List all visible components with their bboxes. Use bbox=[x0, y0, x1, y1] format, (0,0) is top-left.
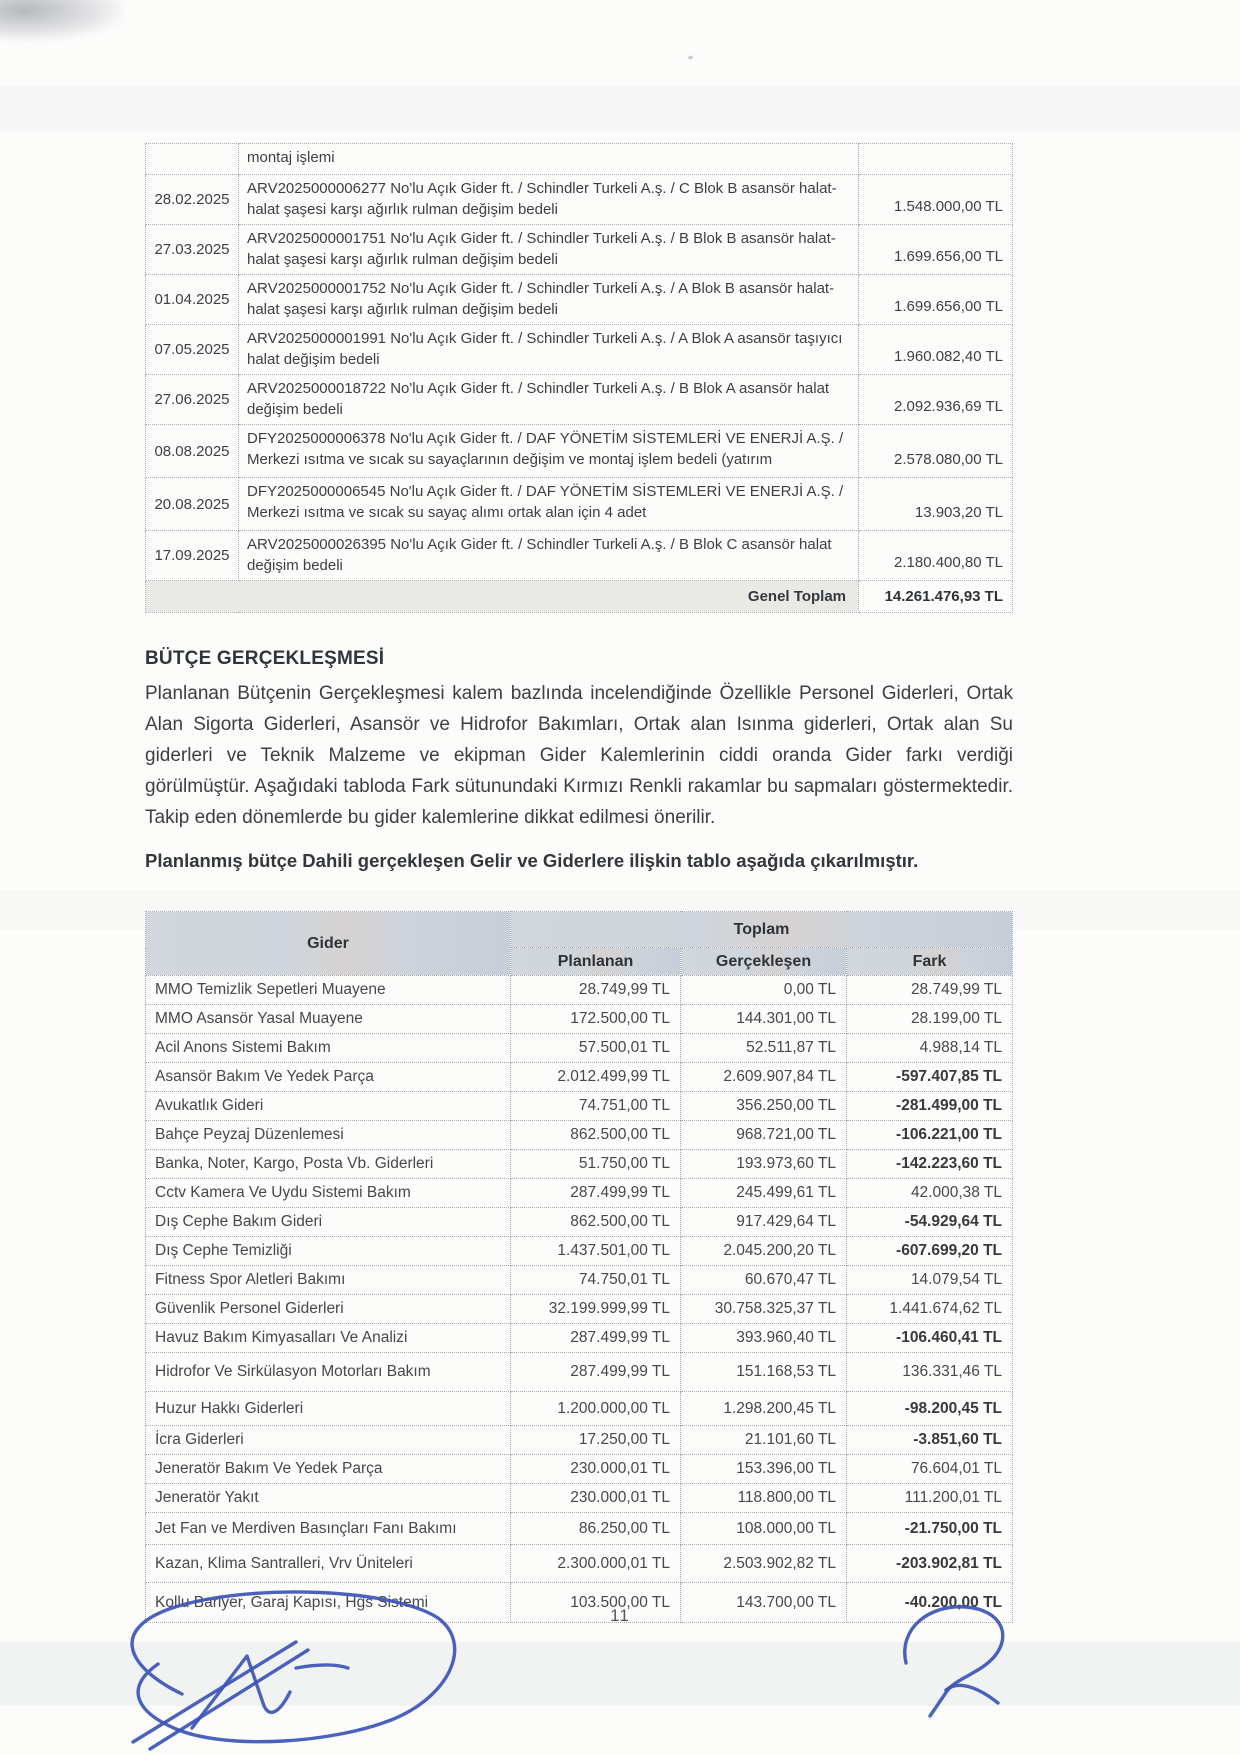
planlanan-cell: 287.499,99 TL bbox=[511, 1179, 681, 1208]
fark-cell: 136.331,46 TL bbox=[847, 1353, 1013, 1392]
planlanan-cell: 862.500,00 TL bbox=[511, 1208, 681, 1237]
gider-name-cell: Huzur Hakkı Giderleri bbox=[146, 1392, 511, 1426]
gerceklesen-cell: 118.800,00 TL bbox=[681, 1484, 847, 1513]
fark-cell: 28.749,99 TL bbox=[847, 976, 1013, 1005]
header-fark: Fark bbox=[847, 948, 1013, 976]
gerceklesen-cell: 393.960,40 TL bbox=[681, 1324, 847, 1353]
date-cell: 08.08.2025 bbox=[146, 425, 239, 478]
gerceklesen-cell: 245.499,61 TL bbox=[681, 1179, 847, 1208]
date-cell: 27.06.2025 bbox=[146, 375, 239, 425]
gider-name-cell: Kollu Bariyer, Garaj Kapısı, Hgs Sistemi bbox=[146, 1583, 511, 1623]
total-amount: 14.261.476,93 TL bbox=[859, 581, 1013, 613]
gider-name-cell: Güvenlik Personel Giderleri bbox=[146, 1295, 511, 1324]
fark-cell: 28.199,00 TL bbox=[847, 1005, 1013, 1034]
amount-cell: 1.699.656,00 TL bbox=[859, 275, 1013, 325]
description-cell: ARV2025000001991 No'lu Açık Gider ft. / Schindler Turkeli A.ş. / A Blok A asansör taşıyıcı halat değişim bedeli bbox=[239, 325, 859, 375]
planlanan-cell: 57.500,01 TL bbox=[511, 1034, 681, 1063]
planlanan-cell: 1.437.501,00 TL bbox=[511, 1237, 681, 1266]
amount-cell: 2.578.080,00 TL bbox=[859, 425, 1013, 478]
planlanan-cell: 230.000,01 TL bbox=[511, 1484, 681, 1513]
gerceklesen-cell: 356.250,00 TL bbox=[681, 1092, 847, 1121]
description-cell: montaj işlemi bbox=[239, 144, 859, 175]
gerceklesen-cell: 193.973,60 TL bbox=[681, 1150, 847, 1179]
description-cell: ARV2025000006277 No'lu Açık Gider ft. / Schindler Turkeli A.ş. / C Blok B asansör halat- halat şaşesi karşı ağırlık rulman değişim bedeli bbox=[239, 175, 859, 225]
planlanan-cell: 17.250,00 TL bbox=[511, 1426, 681, 1455]
description-cell: DFY2025000006378 No'lu Açık Gider ft. / DAF YÖNETİM SİSTEMLERİ VE ENERJİ A.Ş. / Merkezi ısıtma ve sıcak su sayaçlarının değişim ve montaj işlem bedeli (yatırım bbox=[239, 425, 859, 478]
fark-cell: 111.200,01 TL bbox=[847, 1484, 1013, 1513]
gerceklesen-cell: 52.511,87 TL bbox=[681, 1034, 847, 1063]
gider-name-cell: Dış Cephe Bakım Gideri bbox=[146, 1208, 511, 1237]
planlanan-cell: 103.500,00 TL bbox=[511, 1583, 681, 1623]
page-number: 11 bbox=[610, 1606, 630, 1625]
gerceklesen-cell: 917.429,64 TL bbox=[681, 1208, 847, 1237]
gerceklesen-cell: 21.101,60 TL bbox=[681, 1426, 847, 1455]
fark-cell: 42.000,38 TL bbox=[847, 1179, 1013, 1208]
date-cell: 01.04.2025 bbox=[146, 275, 239, 325]
header-gerceklesen: Gerçekleşen bbox=[681, 948, 847, 976]
gerceklesen-cell: 153.396,00 TL bbox=[681, 1455, 847, 1484]
planlanan-cell: 862.500,00 TL bbox=[511, 1121, 681, 1150]
gerceklesen-cell: 0,00 TL bbox=[681, 976, 847, 1005]
gider-name-cell: Asansör Bakım Ve Yedek Parça bbox=[146, 1063, 511, 1092]
header-toplam: Toplam bbox=[511, 912, 1013, 948]
planlanan-cell: 287.499,99 TL bbox=[511, 1353, 681, 1392]
gerceklesen-cell: 2.609.907,84 TL bbox=[681, 1063, 847, 1092]
section-heading: BÜTÇE GERÇEKLEŞMESİ bbox=[145, 648, 385, 669]
fark-cell: -106.221,00 TL bbox=[847, 1121, 1013, 1150]
fark-cell: -142.223,60 TL bbox=[847, 1150, 1013, 1179]
description-cell: DFY2025000006545 No'lu Açık Gider ft. / DAF YÖNETİM SİSTEMLERİ VE ENERJİ A.Ş. / Merkezi ısıtma ve sıcak su sayaç alımı ortak alan için 4 adet bbox=[239, 478, 859, 531]
signature-left bbox=[132, 1592, 455, 1749]
fark-cell: -21.750,00 TL bbox=[847, 1513, 1013, 1545]
gider-name-cell: Avukatlık Gideri bbox=[146, 1092, 511, 1121]
gider-name-cell: Jeneratör Yakıt bbox=[146, 1484, 511, 1513]
total-label: Genel Toplam bbox=[146, 581, 859, 613]
gerceklesen-cell: 143.700,00 TL bbox=[681, 1583, 847, 1623]
gerceklesen-cell: 2.503.902,82 TL bbox=[681, 1545, 847, 1583]
amount-cell: 1.548.000,00 TL bbox=[859, 175, 1013, 225]
fark-cell: -40.200,00 TL bbox=[847, 1583, 1013, 1623]
planlanan-cell: 172.500,00 TL bbox=[511, 1005, 681, 1034]
amount-cell: 2.180.400,80 TL bbox=[859, 531, 1013, 581]
gider-name-cell: Dış Cephe Temizliği bbox=[146, 1237, 511, 1266]
gerceklesen-cell: 968.721,00 TL bbox=[681, 1121, 847, 1150]
date-cell: 27.03.2025 bbox=[146, 225, 239, 275]
signature-right bbox=[905, 1607, 1003, 1716]
date-cell: 20.08.2025 bbox=[146, 478, 239, 531]
gider-name-cell: Acil Anons Sistemi Bakım bbox=[146, 1034, 511, 1063]
description-cell: ARV2025000026395 No'lu Açık Gider ft. / Schindler Turkeli A.ş. / B Blok C asansör halat değişim bedeli bbox=[239, 531, 859, 581]
planlanan-cell: 86.250,00 TL bbox=[511, 1513, 681, 1545]
description-cell: ARV2025000001751 No'lu Açık Gider ft. / Schindler Turkeli A.ş. / B Blok B asansör halat- halat şaşesi karşı ağırlık rulman değişim bedeli bbox=[239, 225, 859, 275]
gider-name-cell: Banka, Noter, Kargo, Posta Vb. Giderleri bbox=[146, 1150, 511, 1179]
fark-cell: -203.902,81 TL bbox=[847, 1545, 1013, 1583]
gider-name-cell: MMO Asansör Yasal Muayene bbox=[146, 1005, 511, 1034]
planlanan-cell: 28.749,99 TL bbox=[511, 976, 681, 1005]
description-cell: ARV2025000018722 No'lu Açık Gider ft. / Schindler Turkeli A.ş. / B Blok A asansör halat değişim bedeli bbox=[239, 375, 859, 425]
lead-text: Planlanmış bütçe Dahili gerçekleşen Gelir ve Giderlere ilişkin tablo aşağıda çıkarılmıştır. bbox=[145, 850, 919, 871]
fark-cell: 4.988,14 TL bbox=[847, 1034, 1013, 1063]
amount-cell: 1.699.656,00 TL bbox=[859, 225, 1013, 275]
section-paragraph: Planlanan Bütçenin Gerçekleşmesi kalem bazlında incelendiğinde Özellikle Personel Giderleri, Ortak Alan Sigorta Giderleri, Asansör ve Hidrofor Bakımları, Ortak alan Isınma giderleri, Ortak alan Su giderleri ve Teknik Malzeme ve ekipman Gider Kalemlerinin ciddi oranda Gider farkı verdiği görülmüştür. Aşağıdaki tabloda Fark sütunundaki Kırmızı Renkli rakamlar bu sapmaları göstermektedir. Takip eden dönemlerde bu gider kalemlerine dikkat edilmesi önerilir. bbox=[145, 683, 1013, 828]
fark-cell: -597.407,85 TL bbox=[847, 1063, 1013, 1092]
gider-name-cell: Jeneratör Bakım Ve Yedek Parça bbox=[146, 1455, 511, 1484]
fark-cell: -607.699,20 TL bbox=[847, 1237, 1013, 1266]
header-gider: Gider bbox=[146, 912, 511, 976]
gider-name-cell: Kazan, Klima Santralleri, Vrv Üniteleri bbox=[146, 1545, 511, 1583]
planlanan-cell: 2.012.499,99 TL bbox=[511, 1063, 681, 1092]
gider-name-cell: Havuz Bakım Kimyasalları Ve Analizi bbox=[146, 1324, 511, 1353]
gerceklesen-cell: 144.301,00 TL bbox=[681, 1005, 847, 1034]
gider-name-cell: MMO Temizlik Sepetleri Muayene bbox=[146, 976, 511, 1005]
gerceklesen-cell: 30.758.325,37 TL bbox=[681, 1295, 847, 1324]
fark-cell: -98.200,45 TL bbox=[847, 1392, 1013, 1426]
planlanan-cell: 2.300.000,01 TL bbox=[511, 1545, 681, 1583]
gider-name-cell: İcra Giderleri bbox=[146, 1426, 511, 1455]
planlanan-cell: 74.751,00 TL bbox=[511, 1092, 681, 1121]
header-planlanan: Planlanan bbox=[511, 948, 681, 976]
gider-name-cell: Hidrofor Ve Sirkülasyon Motorları Bakım bbox=[146, 1353, 511, 1392]
fark-cell: -106.460,41 TL bbox=[847, 1324, 1013, 1353]
planlanan-cell: 51.750,00 TL bbox=[511, 1150, 681, 1179]
planlanan-cell: 287.499,99 TL bbox=[511, 1324, 681, 1353]
gerceklesen-cell: 2.045.200,20 TL bbox=[681, 1237, 847, 1266]
gider-name-cell: Bahçe Peyzaj Düzenlemesi bbox=[146, 1121, 511, 1150]
fark-cell: 1.441.674,62 TL bbox=[847, 1295, 1013, 1324]
planlanan-cell: 32.199.999,99 TL bbox=[511, 1295, 681, 1324]
gerceklesen-cell: 1.298.200,45 TL bbox=[681, 1392, 847, 1426]
amount-cell: 2.092.936,69 TL bbox=[859, 375, 1013, 425]
description-cell: ARV2025000001752 No'lu Açık Gider ft. / Schindler Turkeli A.ş. / A Blok B asansör halat- halat şaşesi karşı ağırlık rulman değişim bedeli bbox=[239, 275, 859, 325]
fark-cell: -3.851,60 TL bbox=[847, 1426, 1013, 1455]
planlanan-cell: 74.750,01 TL bbox=[511, 1266, 681, 1295]
gerceklesen-cell: 151.168,53 TL bbox=[681, 1353, 847, 1392]
fark-cell: 76.604,01 TL bbox=[847, 1455, 1013, 1484]
fark-cell: -54.929,64 TL bbox=[847, 1208, 1013, 1237]
date-cell: 07.05.2025 bbox=[146, 325, 239, 375]
planlanan-cell: 1.200.000,00 TL bbox=[511, 1392, 681, 1426]
gider-name-cell: Jet Fan ve Merdiven Basınçları Fanı Bakımı bbox=[146, 1513, 511, 1545]
date-cell: 28.02.2025 bbox=[146, 175, 239, 225]
fark-cell: 14.079,54 TL bbox=[847, 1266, 1013, 1295]
gerceklesen-cell: 60.670,47 TL bbox=[681, 1266, 847, 1295]
fark-cell: -281.499,00 TL bbox=[847, 1092, 1013, 1121]
amount-cell: 1.960.082,40 TL bbox=[859, 325, 1013, 375]
date-cell: 17.09.2025 bbox=[146, 531, 239, 581]
amount-cell: 13.903,20 TL bbox=[859, 478, 1013, 531]
gerceklesen-cell: 108.000,00 TL bbox=[681, 1513, 847, 1545]
planlanan-cell: 230.000,01 TL bbox=[511, 1455, 681, 1484]
gider-name-cell: Cctv Kamera Ve Uydu Sistemi Bakım bbox=[146, 1179, 511, 1208]
gider-name-cell: Fitness Spor Aletleri Bakımı bbox=[146, 1266, 511, 1295]
